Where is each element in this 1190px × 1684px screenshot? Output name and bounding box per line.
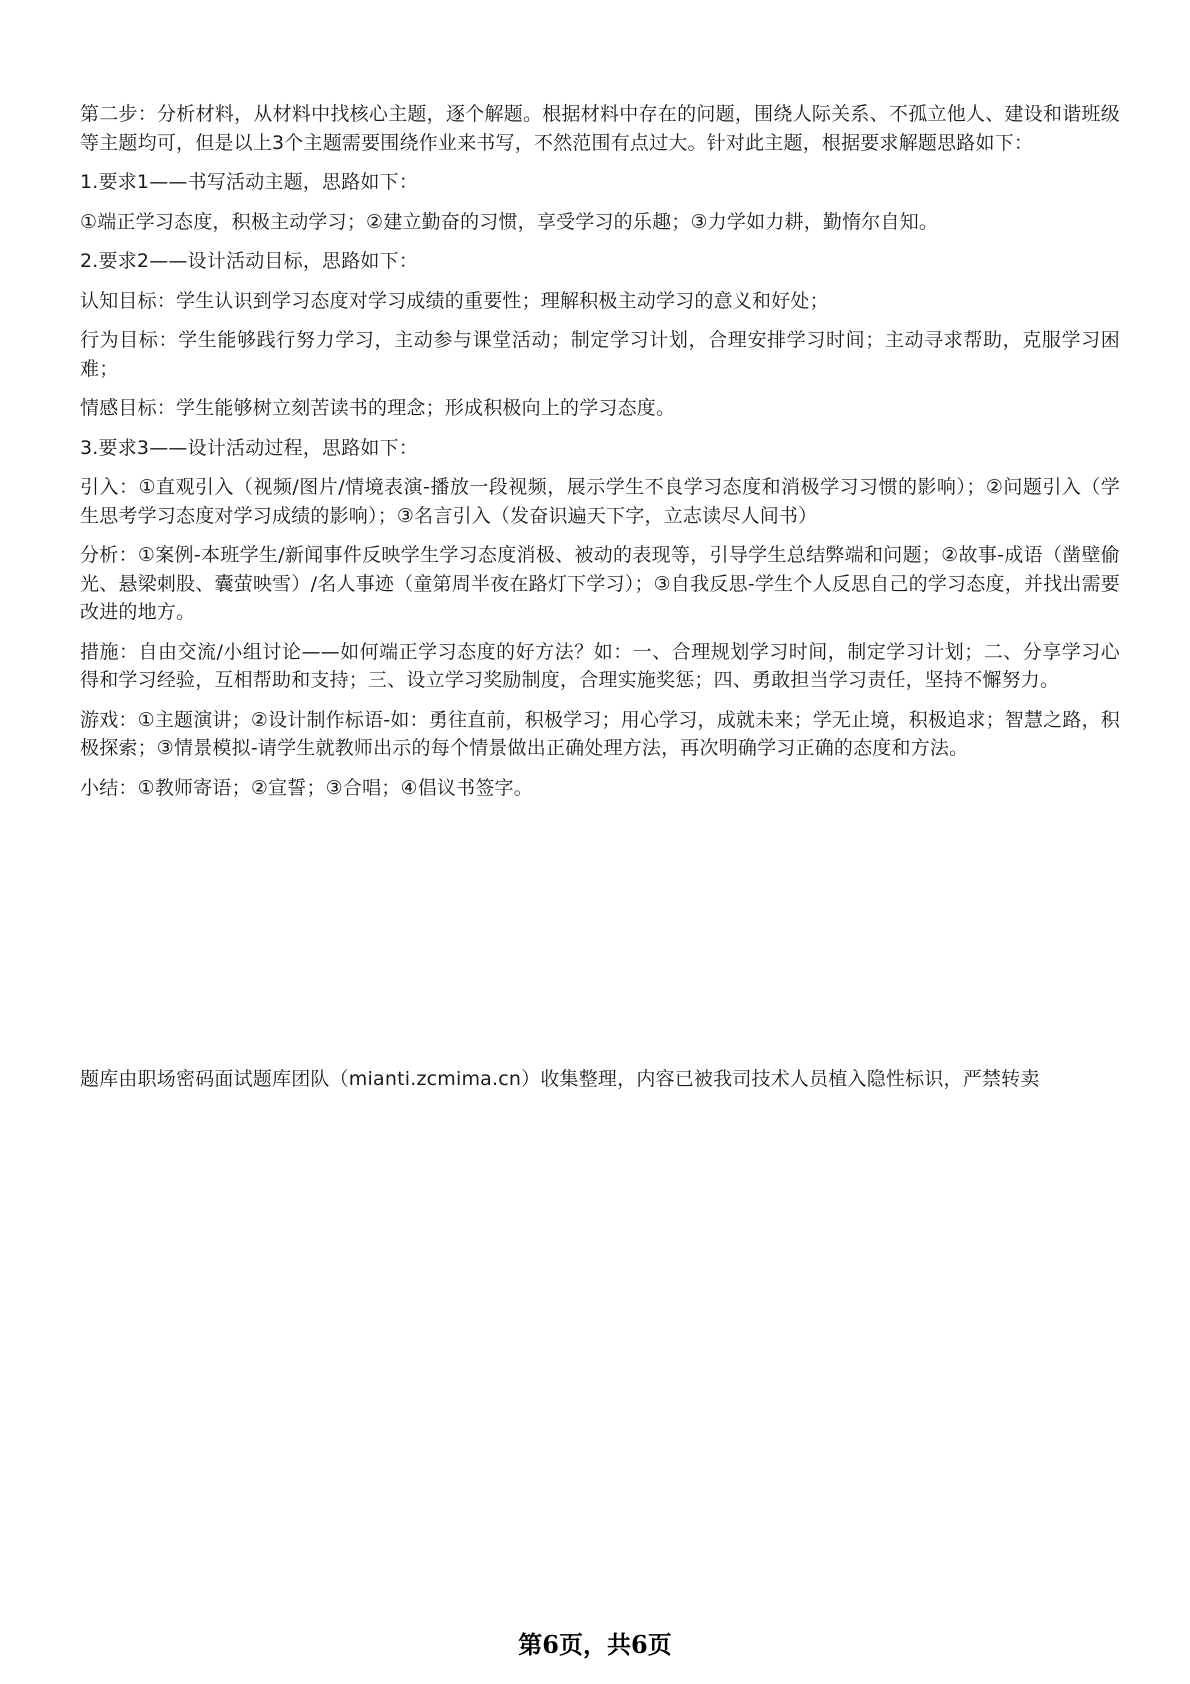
page-number-footer: 第6页，共6页 — [518, 1630, 672, 1659]
document-body — [80, 100, 1120, 813]
copyright-notice: 题库由职场密码面试题库团队（mianti.zcmima.cn）收集整理，内容已被我司技术人员植入隐性标识，严禁转卖 — [80, 1068, 1040, 1090]
paragraph-requirement-1-themes: ①端正学习态度，积极主动学习；②建立勤奋的习惯，享受学习的乐趣；③力学如力耕，勤惰尔自知。 — [80, 210, 939, 233]
paragraph-analysis: 分析：①案例-本班学生/新闻事件反映学生学习态度消极、被动的表现等，引导学生总结弊端和问题；②故事-成语（凿壁偷光、悬梁刺股、囊萤映雪）/名人事迹（童第周半夜在路灯下学习）；③自我反思-学生个人反思自己的学习态度，并找出需要改进的地方。 — [80, 544, 1120, 623]
paragraph-behavior-goal: 行为目标：学生能够践行努力学习，主动参与课堂活动；制定学习计划，合理安排学习时间；主动寻求帮助，克服学习困难； — [80, 329, 1120, 380]
paragraph-step-two: 第二步：分析材料，从材料中找核心主题，逐个解题。根据材料中存在的问题，围绕人际关系、不孤立他人、建设和谐班级等主题均可，但是以上3个主题需要围绕作业来书写，不然范围有点过大。针对此主题，根据要求解题思路如下： — [80, 103, 1120, 154]
paragraph-measures: 措施：自由交流/小组讨论——如何端正学习态度的好方法？如：一、合理规划学习时间，制定学习计划；二、分享学习心得和学习经验，互相帮助和支持；三、设立学习奖励制度，合理实施奖惩；四、勇敢担当学习责任，坚持不懈努力。 — [80, 640, 1120, 691]
paragraph-summary: 小结：①教师寄语；②宣誓；③合唱；④倡议书签字。 — [80, 776, 533, 799]
paragraph-introduction: 引入：①直观引入（视频/图片/情境表演-播放一段视频，展示学生不良学习态度和消极学习习惯的影响）；②问题引入（学生思考学习态度对学习成绩的影响）；③名言引入（发奋识遍天下字，立志读尽人间书） — [80, 476, 1120, 527]
paragraph-requirement-1-heading: 1.要求1——书写活动主题，思路如下： — [80, 171, 419, 193]
paragraph-cognitive-goal: 认知目标：学生认识到学习态度对学习成绩的重要性；理解积极主动学习的意义和好处； — [80, 289, 829, 312]
paragraph-games: 游戏：①主题演讲；②设计制作标语-如：勇往直前，积极学习；用心学习，成就未来；学无止境，积极追求；智慧之路，积极探索；③情景模拟-请学生就教师出示的每个情景做出正确处理方法，再次明确学习正确的态度和方法。 — [80, 708, 1120, 759]
paragraph-requirement-2-heading: 2.要求2——设计活动目标，思路如下： — [80, 250, 419, 272]
paragraph-requirement-3-heading: 3.要求3——设计活动过程，思路如下： — [80, 436, 419, 459]
paragraph-emotional-goal: 情感目标：学生能够树立刻苦读书的理念；形成积极向上的学习态度。 — [80, 397, 676, 419]
